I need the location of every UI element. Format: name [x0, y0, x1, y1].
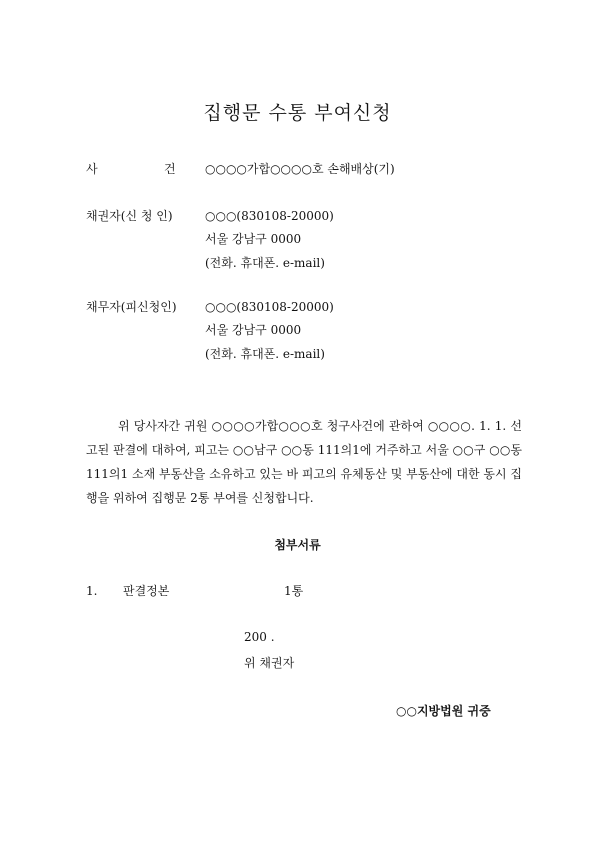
case-number: ○○○○가합○○○○호 손해배상(기) — [205, 162, 395, 176]
request-paragraph — [86, 414, 522, 510]
debtor-contact: (전화. 휴대폰. e-mail) — [205, 347, 325, 361]
creditor-name: ○○○(830108-20000) — [205, 209, 334, 223]
court-addressee: ○○지방법원 귀중 — [396, 704, 491, 718]
case-label-second: 건 — [164, 162, 176, 176]
filing-date: 200 . — [244, 630, 275, 644]
attachment-count: 1통 — [284, 584, 304, 598]
creditor-label: 채권자(신 청 인) — [86, 209, 173, 223]
signer-line: 위 채권자 — [244, 656, 295, 670]
creditor-contact: (전화. 휴대폰. e-mail) — [205, 256, 325, 270]
attachments-heading: 첨부서류 — [274, 538, 321, 552]
debtor-name: ○○○(830108-20000) — [205, 300, 334, 314]
debtor-address: 서울 강남구 0000 — [205, 323, 302, 337]
attachment-name: 판결정본 — [123, 584, 170, 598]
attachment-number: 1. — [86, 584, 98, 598]
creditor-address: 서울 강남구 0000 — [205, 232, 302, 246]
document-title: 집행문 수통 부여신청 — [203, 102, 392, 124]
debtor-label: 채무자(피신청인) — [86, 300, 177, 314]
case-label-first: 사 — [86, 162, 98, 176]
request-text: 위 당사자간 귀원 ○○○○가합○○○호 청구사건에 관하여 ○○○○. 1. 1. 선고된 판결에 대하여, 피고는 ○○남구 ○○동 111의1에 거주하고 서울 ○○구 ○○동 111의1 소재 부동산을 소유하고 있는 바 피고의 유체동산 및 부동산에 대한 동시 집행을 위하여 집행문 2통 부여를 신청합니다. — [86, 419, 522, 505]
